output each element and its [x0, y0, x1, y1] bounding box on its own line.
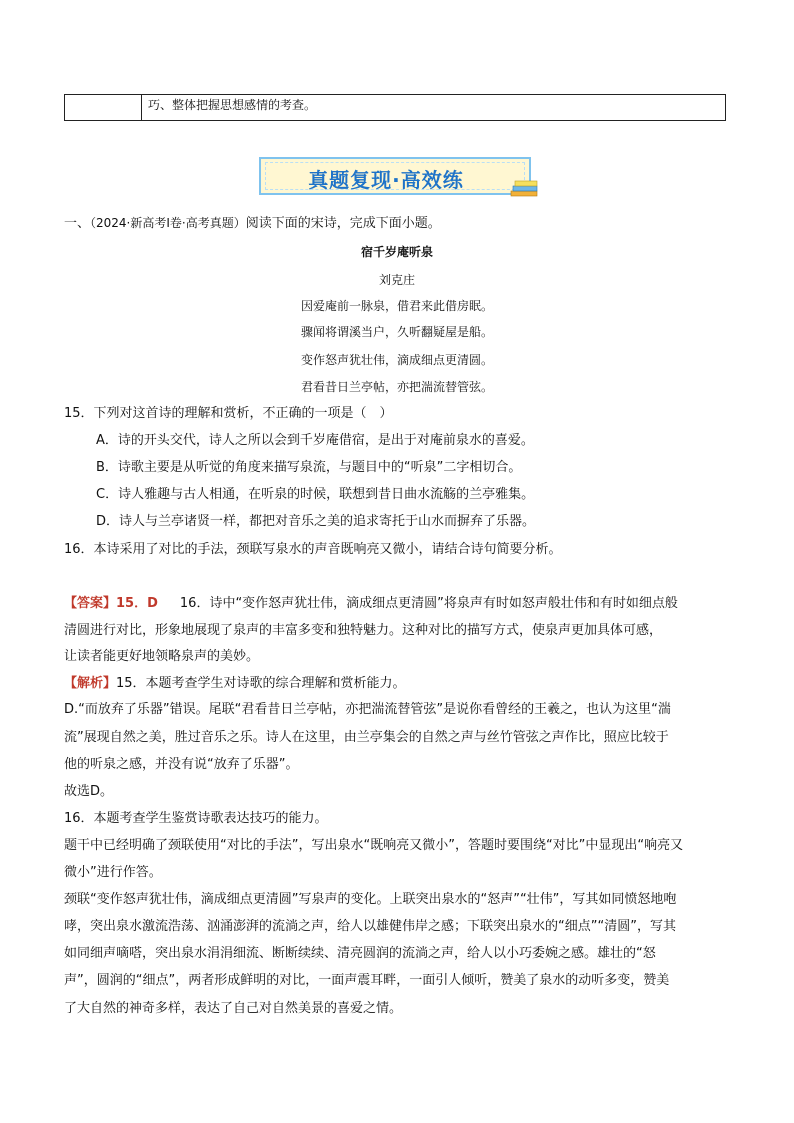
analysis-d-line: 流”展现自然之美，胜过音乐之乐。诗人在这里，由兰亭集会的自然之声与丝竹管弦之声作比，照应比较于 — [64, 730, 669, 745]
question-16-stem: 16．本诗采用了对比的手法，颈联写泉水的声音既响亮又微小，请结合诗句简要分析。 — [64, 542, 562, 557]
question-number: 一、 — [64, 216, 91, 231]
analysis-16-line: 微小”进行作答。 — [64, 865, 162, 880]
analysis-choose: 故选D。 — [64, 784, 114, 799]
answer-line — [64, 595, 678, 613]
analysis-15-head: 15．本题考查学生对诗歌的综合理解和赏析能力。 — [116, 676, 406, 691]
question-intro — [64, 214, 441, 233]
answer-15: 15．D — [116, 596, 158, 611]
books-icon — [509, 178, 541, 198]
analysis-16-line: 题干中已经明确了颈联使用“对比的手法”，写出泉水“既响亮又微小”，答题时要围绕“对比”中显现出“响亮又 — [64, 838, 684, 853]
poem-line: 变作怒声犹壮伟，滴成细点更清圆。 — [300, 353, 493, 367]
analysis-16-line: 哮，突出泉水激流浩荡、汹涌澎湃的流淌之声，给人以雄健伟岸之感；下联突出泉水的“细点”“清圆”，写其 — [64, 919, 676, 934]
analysis-label: 【解析】 — [64, 676, 117, 691]
option-c: C．诗人雅趣与古人相通，在听泉的时候，联想到昔日曲水流觞的兰亭雅集。 — [96, 487, 535, 502]
poem-line: 因爱庵前一脉泉，借君来此借房眠。 — [300, 299, 493, 313]
option-d: D．诗人与兰亭诸贤一样，都把对音乐之美的追求寄托于山水而摒弃了乐器。 — [96, 514, 536, 529]
question-15-stem: 15．下列对这首诗的理解和赏析，不正确的一项是（ ） — [64, 406, 393, 421]
analysis-line — [64, 675, 406, 693]
answer-16-line: 清圆进行对比，形象地展现了泉声的丰富多变和独特魅力。这种对比的描写方式，使泉声更加具体可感， — [64, 623, 663, 638]
section-banner — [259, 157, 531, 195]
answer-16-line: 16．诗中“变作怒声犹壮伟，滴成细点更清圆”将泉声有时如怒声般壮伟和有时如细点般 — [179, 596, 678, 611]
banner-title: 真题复现·高效练 — [308, 168, 464, 192]
analysis-16-head: 16．本题考查学生鉴赏诗歌表达技巧的能力。 — [64, 811, 328, 826]
analysis-16-line: 如同细声嘀嗒，突出泉水涓涓细流、断断续续、清亮圆润的流淌之声，给人以小巧委婉之感。雄壮的“怒 — [64, 946, 656, 961]
table-cell-empty — [65, 95, 142, 120]
answer-16-line: 让读者能更好地领略泉声的美妙。 — [64, 649, 260, 664]
analysis-16-line: 颈联“变作怒声犹壮伟，滴成细点更清圆”写泉声的变化。上联突出泉水的“怒声”“壮伟”，写其如同愤怒地咆 — [64, 892, 677, 907]
poem-line: 骤闻将谓溪当户，久听翻疑屋是船。 — [300, 325, 493, 339]
analysis-16-line: 声”，圆润的“细点”，两者形成鲜明的对比，一面声震耳畔，一面引人倾听，赞美了泉水的动听多变，赞美 — [64, 973, 670, 988]
poem-line: 君看昔日兰亭帖，亦把湍流替管弦。 — [300, 380, 493, 394]
header-table-row — [64, 94, 726, 121]
option-a: A．诗的开头交代，诗人之所以会到千岁庵借宿，是出于对庵前泉水的喜爱。 — [96, 433, 534, 448]
analysis-d-line: D.“而放弃了乐器”错误。尾联“君看昔日兰亭帖，亦把湍流替管弦”是说你看曾经的王羲之，也认为这里“湍 — [64, 702, 671, 717]
question-source: （2024·新高考Ⅰ卷·高考真题） — [90, 216, 246, 230]
analysis-16-line: 了大自然的神奇多样，表达了自己对自然美景的喜爱之情。 — [64, 1001, 403, 1016]
question-instruction: 阅读下面的宋诗，完成下面小题。 — [245, 216, 441, 231]
option-b: B．诗歌主要是从听觉的角度来描写泉流，与题目中的“听泉”二字相切合。 — [96, 460, 522, 475]
analysis-d-line: 他的听泉之感，并没有说“放弃了乐器”。 — [64, 757, 299, 772]
poem-author: 刘克庄 — [378, 273, 415, 287]
poem-title: 宿千岁庵听泉 — [360, 245, 433, 259]
answer-label: 【答案】 — [64, 596, 117, 611]
table-cell-text: 巧、整体把握思想感情的考查。 — [148, 98, 317, 112]
